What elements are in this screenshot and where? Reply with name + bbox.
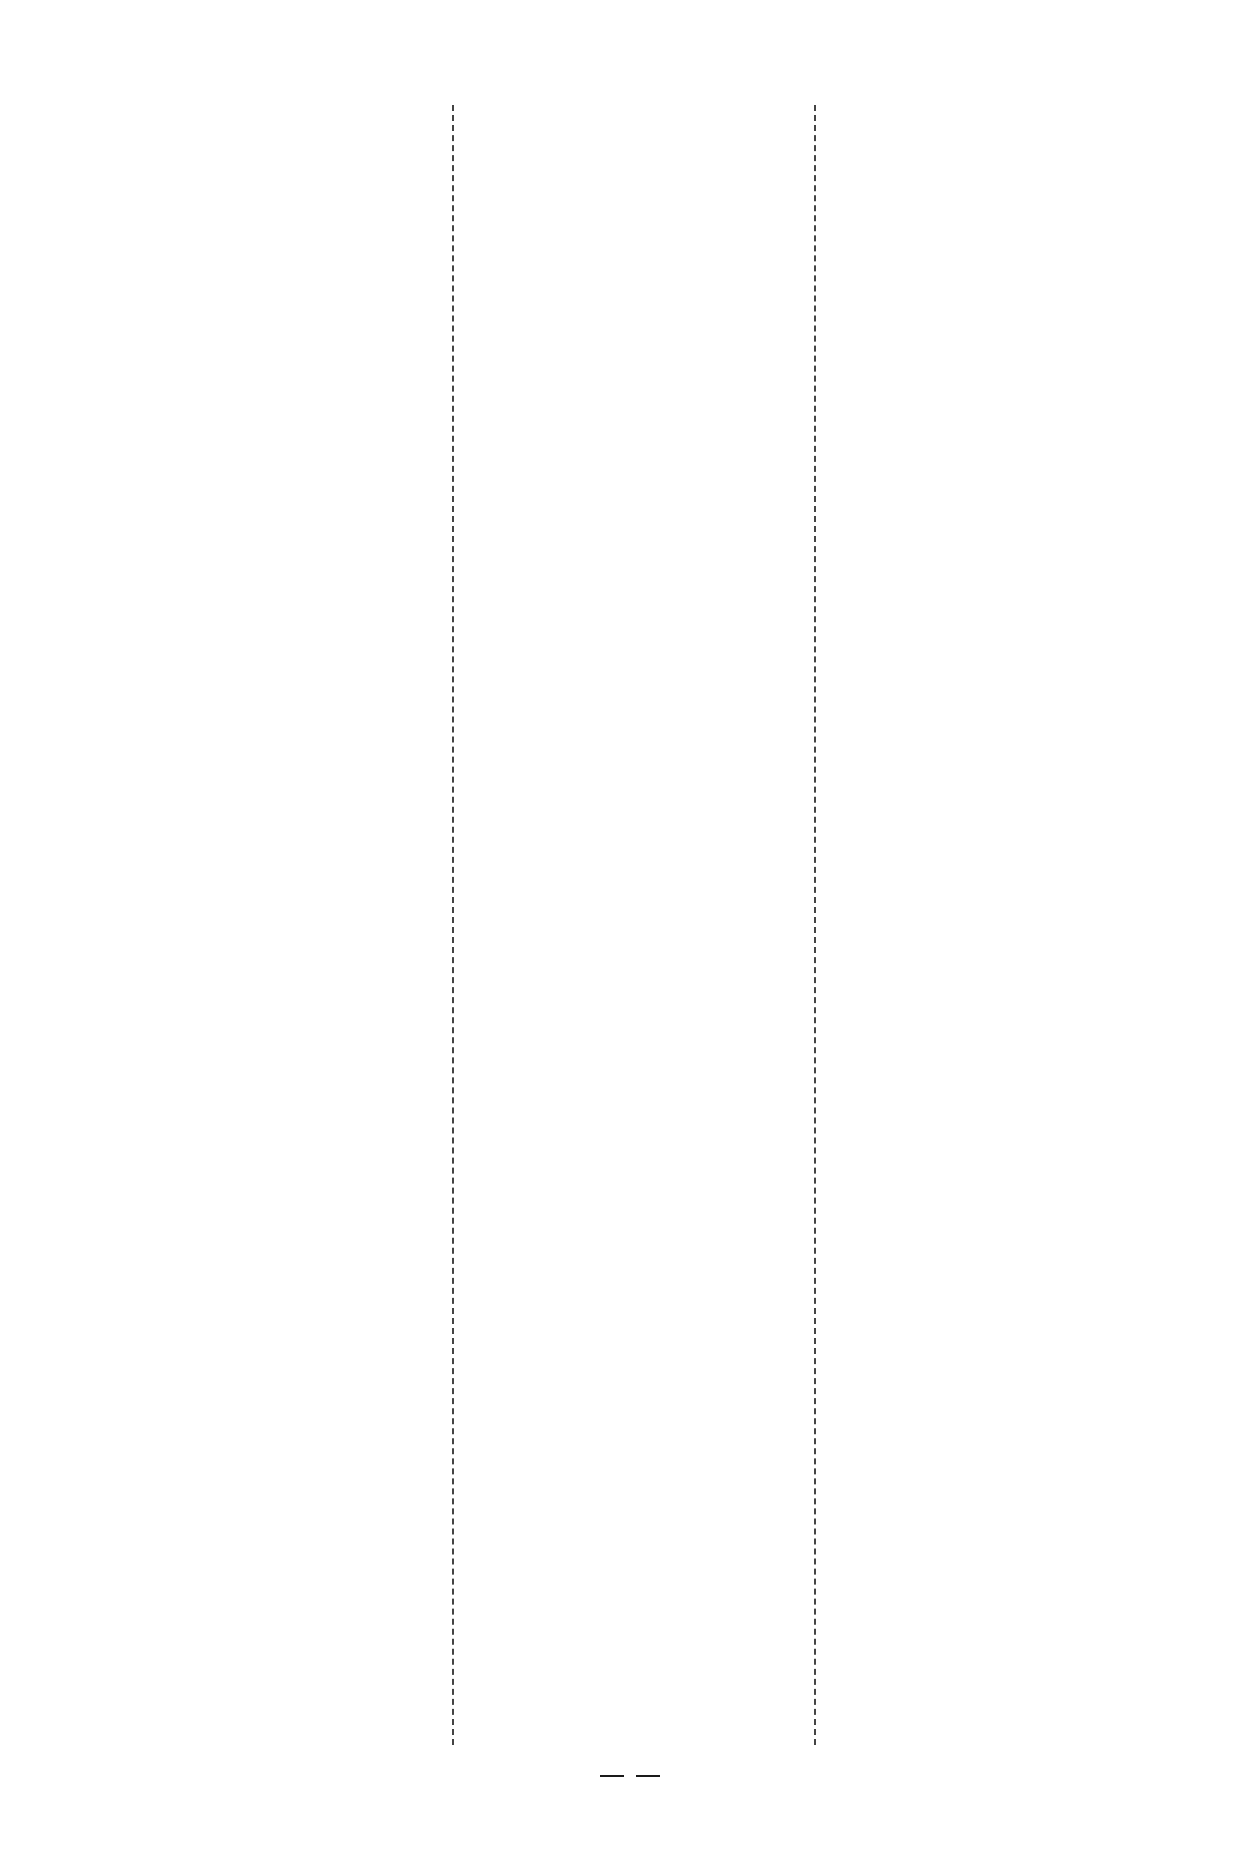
thinking-answer <box>832 257 1202 299</box>
column-left <box>100 95 445 427</box>
day-title-friday <box>470 339 810 379</box>
thinking-heading <box>100 223 445 263</box>
thinking-heading <box>100 345 445 385</box>
column-right <box>832 95 1202 299</box>
thinking-heading <box>470 135 810 175</box>
thinking-answer <box>470 297 810 339</box>
day-title-weekend <box>832 177 1202 217</box>
thinking-answer <box>100 135 445 177</box>
day-title-thursday <box>470 217 810 257</box>
thinking-heading <box>100 95 445 135</box>
day-title-wednesday <box>470 95 810 135</box>
thinking-heading <box>832 95 1202 135</box>
thinking-answer <box>470 175 810 217</box>
day-title-tuesday <box>100 305 445 345</box>
thinking-heading <box>832 217 1202 257</box>
column-middle <box>470 95 810 379</box>
thinking-answer <box>100 263 445 305</box>
column-divider <box>814 105 816 1745</box>
thinking-answer <box>100 385 445 427</box>
page-number <box>600 1760 660 1790</box>
day-title-monday <box>100 183 445 223</box>
thinking-heading <box>470 257 810 297</box>
thinking-answer <box>832 135 1202 177</box>
column-divider <box>452 105 454 1745</box>
